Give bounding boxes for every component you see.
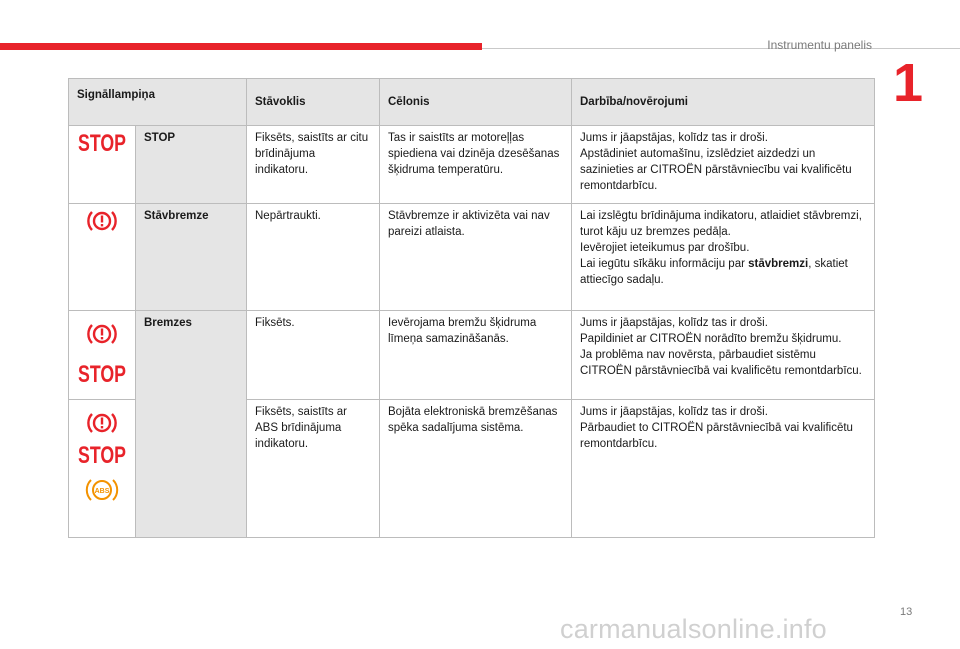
action-cell: Jums ir jāapstājas, kolīdz tas ir droši. Papildiniet ar CITROËN norādīto bremžu šķidrumu. Ja problēma nav novērsta, pārbaudiet sistēmu CITROËN pārstāvniecībā vai kvalificētu remontdarbīcu. <box>572 311 875 400</box>
light-name: Bremzes <box>136 311 247 538</box>
stop-icon <box>77 130 127 157</box>
watermark: carmanualsonline.info <box>560 614 827 644</box>
light-name: STOP <box>136 126 247 204</box>
table-header-row <box>69 79 875 126</box>
table-row <box>69 311 875 400</box>
cause-cell: Tas ir saistīts ar motoreļļas spiediena vai dzinēja dzesēšanas šķidruma temperatūru. <box>380 126 572 204</box>
svg-text:STOP: STOP <box>78 442 126 469</box>
state-cell: Nepārtraukti. <box>247 204 380 311</box>
chapter-number: 1 <box>893 53 924 113</box>
cause-cell: Stāvbremze ir aktivizēta vai nav pareizi atlaista. <box>380 204 572 311</box>
column-header-cause: Cēlonis <box>380 79 572 126</box>
table-row <box>69 126 875 204</box>
action-emphasis: stāvbremzi <box>748 258 809 270</box>
cause-cell: Bojāta elektroniskā bremzēšanas spēka sadalījuma sistēma. <box>380 400 572 538</box>
svg-text:STOP: STOP <box>78 361 126 388</box>
svg-text:STOP: STOP <box>78 130 126 157</box>
icon-cell <box>69 400 136 538</box>
column-header-action: Darbība/novērojumi <box>572 79 875 126</box>
section-title: Instrumentu panelis <box>767 38 872 52</box>
light-name: Stāvbremze <box>136 204 247 311</box>
page-number: 13 <box>900 606 913 618</box>
action-cell <box>572 204 875 311</box>
action-text-end: , skatiet attiecīgo sadaļu. <box>580 258 848 286</box>
header-divider <box>482 48 960 49</box>
state-cell: Fiksēts. <box>247 311 380 400</box>
icon-cell <box>69 126 136 204</box>
icon-cell <box>69 311 136 400</box>
abs-icon <box>84 476 120 504</box>
action-text: Lai izslēgtu brīdinājuma indikatoru, atlaidiet stāvbremzi, turot kāju uz bremzes pedāļa. Ievērojiet ieteikumus par drošību. Lai iegūtu sīkāku informāciju par <box>580 210 862 270</box>
brake-warning-icon <box>87 321 117 347</box>
header-accent-bar <box>0 43 482 50</box>
warning-lights-table <box>68 78 875 538</box>
table-row <box>69 204 875 311</box>
state-cell: Fiksēts, saistīts ar citu brīdinājuma indikatoru. <box>247 126 380 204</box>
column-header-state: Stāvoklis <box>247 79 380 126</box>
stop-icon <box>77 361 127 388</box>
brake-warning-icon <box>87 208 117 234</box>
column-header-signal: Signāllampiņa <box>69 79 247 126</box>
state-cell: Fiksēts, saistīts ar ABS brīdinājuma indikatoru. <box>247 400 380 538</box>
action-cell: Jums ir jāapstājas, kolīdz tas ir droši. Apstādiniet automašīnu, izslēdziet aizdedzi un sazinieties ar CITROËN pārstāvniecību vai kvalificētu remontdarbīcu. <box>572 126 875 204</box>
brake-warning-icon <box>87 410 117 436</box>
icon-cell <box>69 204 136 311</box>
stop-icon <box>77 442 127 469</box>
svg-text:ABS: ABS <box>94 488 110 495</box>
action-cell: Jums ir jāapstājas, kolīdz tas ir droši. Pārbaudiet to CITROËN pārstāvniecībā vai kvalificētu remontdarbīcu. <box>572 400 875 538</box>
cause-cell: Ievērojama bremžu šķidruma līmeņa samazināšanās. <box>380 311 572 400</box>
